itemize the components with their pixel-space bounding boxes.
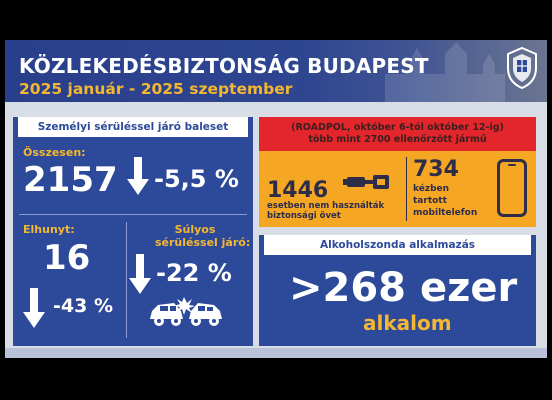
phone-value: 734 (413, 157, 459, 182)
alcohol-test-unit: alkalom (363, 311, 452, 335)
alcohol-test-value: >268 ezer (289, 265, 518, 311)
police-emblem-icon (505, 46, 539, 90)
roadpol-line2: több mint 2700 ellenőrzött jármű (308, 134, 487, 145)
deaths-change: -43 % (53, 295, 113, 317)
serious-injury-label (155, 223, 251, 249)
serious-injury-label-line2: sérüléssel járó: (155, 236, 251, 249)
roadpol-heading (259, 117, 536, 151)
seatbelt-icon (343, 169, 393, 195)
page-title: KÖZLEKEDÉSBIZTONSÁG BUDAPEST (19, 54, 429, 78)
bottom-strip (5, 348, 547, 358)
smartphone-icon (497, 159, 527, 217)
seatbelt-value: 1446 (267, 178, 329, 203)
date-range-subtitle: 2025 január - 2025 szeptember (19, 80, 293, 98)
vertical-divider (126, 222, 127, 338)
phone-text-line1: kézben (413, 184, 450, 194)
deaths-value: 16 (43, 238, 91, 278)
seatbelt-text-line2: biztonsági övet (267, 211, 341, 221)
header-banner (5, 40, 547, 102)
total-label: Összesen: (23, 146, 86, 159)
phone-text-line3: mobiltelefon (413, 208, 478, 218)
roadpol-line1: (ROADPOL, október 6-tól október 12-ig) (291, 122, 504, 133)
deaths-label: Elhunyt: (23, 223, 75, 236)
phone-text-line2: tartott (413, 196, 447, 206)
down-arrow-icon (129, 254, 151, 294)
serious-injury-label-line1: Súlyos (174, 223, 216, 236)
car-crash-icon (148, 293, 224, 329)
roadpol-panel (259, 117, 536, 227)
phone-text (413, 183, 477, 219)
injury-accidents-heading: Személyi sérüléssel járó baleset (18, 117, 248, 137)
horizontal-divider (19, 214, 247, 215)
alcohol-test-heading: Alkoholszonda alkalmazás (264, 235, 531, 255)
seatbelt-text-line1: esetben nem használták (267, 201, 385, 211)
roadpol-divider (406, 157, 407, 221)
down-arrow-icon (127, 157, 149, 195)
seatbelt-text (267, 201, 384, 221)
serious-injury-change: -22 % (156, 259, 232, 287)
infographic-poster (5, 40, 547, 358)
total-value: 2157 (23, 160, 118, 200)
down-arrow-icon (23, 288, 45, 328)
alcohol-test-panel (259, 235, 536, 346)
total-change: -5,5 % (154, 165, 239, 193)
